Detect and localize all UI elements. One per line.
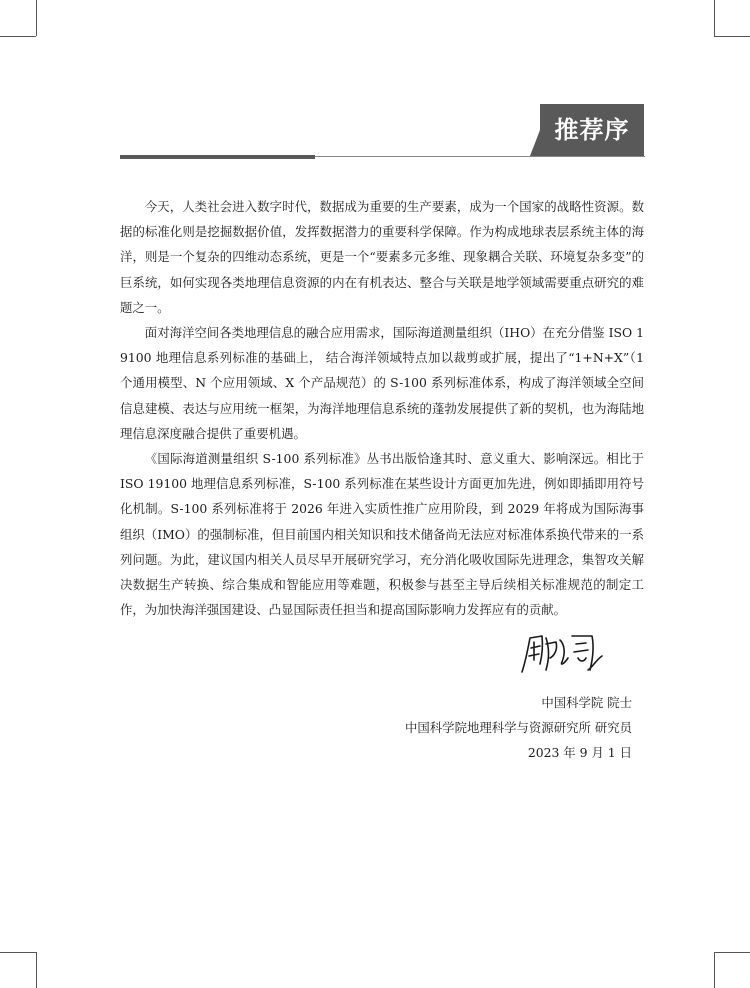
signoff-date: 2023 年 9 月 1 日 xyxy=(527,745,632,760)
header-badge-notch xyxy=(530,130,540,156)
crop-mark xyxy=(36,0,37,36)
handwritten-signature xyxy=(516,630,608,678)
paragraph: 《国际海道测量组织 S-100 系列标准》丛书出版恰逢其时、意义重大、影响深远。相比于 ISO 19100 地理信息系列标准，S-100 系列标准在某些设计方面更加先进，例如即插即用符号化机制。S-100 系列标准将于 2026 年进入实质性推广应用阶段，到 2029 年将成为国际海事组织（IMO）的强制标准，但目前国内相关知识和技术储备尚无法应对标准体系换代带来的一系列问题。为此，建议国内相关人员尽早开展研究学习，充分消化吸收国际先进理念，集智攻关解决数据生产转换、综合集成和智能应用等难题，积极参与甚至主导后续相关标准规范的制定工作，为加快海洋强国建设、凸显国际责任担当和提高国际影响力发挥应有的贡献。 xyxy=(120,451,644,618)
crop-mark xyxy=(0,952,36,953)
signoff-block xyxy=(405,690,632,765)
paragraph: 面对海洋空间各类地理信息的融合应用需求，国际海道测量组织（IHO）在充分借鉴 ISO 19100 地理信息系列标准的基础上， 结合海洋领域特点加以裁剪或扩展，提出了“1+N+X”（1 个通用模型、N 个应用领域、X 个产品规范）的 S-100 系列标准体系，构成了海洋领域全空间信息建模、表达与应用统一框架，为海洋地理信息系统的蓬勃发展提供了新的契机，也为海陆地理信息深度融合提供了重要机遇。 xyxy=(120,325,644,441)
foreword-body xyxy=(120,194,644,622)
section-title: 推荐序 xyxy=(540,104,644,156)
crop-mark xyxy=(714,952,750,953)
crop-mark xyxy=(714,36,750,37)
crop-mark xyxy=(714,0,715,36)
crop-mark xyxy=(714,952,715,988)
header-rule-thick xyxy=(120,155,315,159)
signoff-affiliation: 中国科学院地理科学与资源研究所 研究员 xyxy=(405,720,632,735)
paragraph: 今天，人类社会进入数字时代，数据成为重要的生产要素，成为一个国家的战略性资源。数据的标准化则是挖掘数据价值，发挥数据潜力的重要科学保障。作为构成地球表层系统主体的海洋，则是一个复杂的四维动态系统，更是一个“要素多元多维、现象耦合关联、环境复杂多变”的巨系统，如何实现各类地理信息资源的内在有机表达、整合与关联是地学领域需要重点研究的难题之一。 xyxy=(120,199,644,315)
crop-mark xyxy=(0,36,36,37)
header-rule-thin xyxy=(315,156,645,157)
signoff-affiliation: 中国科学院 院士 xyxy=(541,695,632,710)
crop-mark xyxy=(36,952,37,988)
